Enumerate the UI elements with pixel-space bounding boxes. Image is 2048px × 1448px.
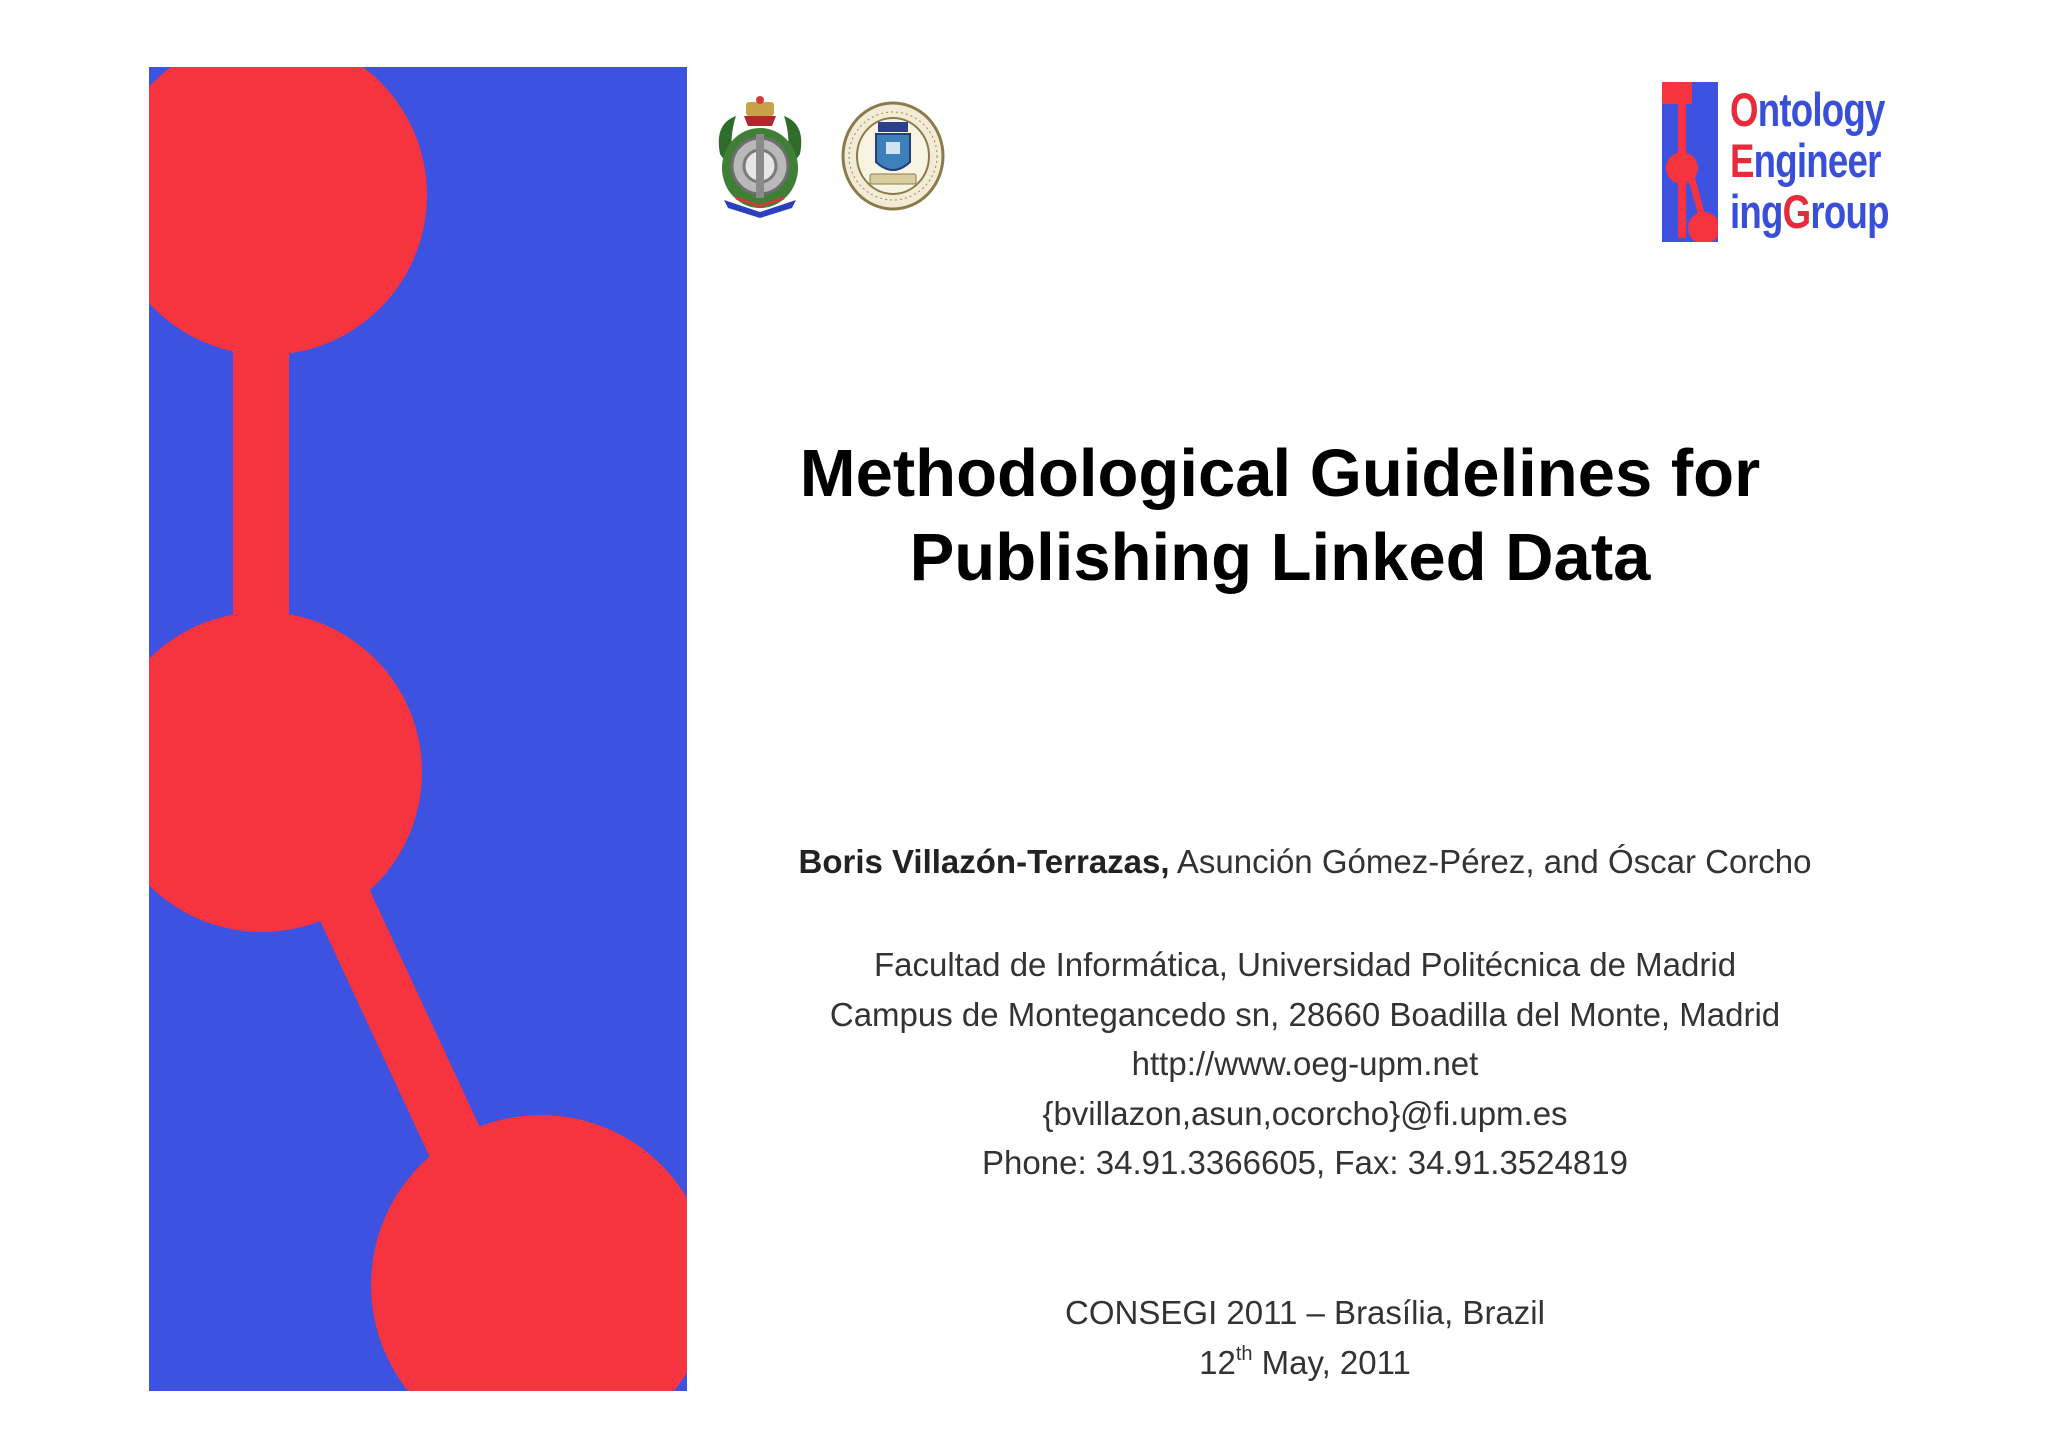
event-date: 12th May, 2011 [1199,1342,1411,1381]
author-list [740,840,1870,884]
website-link[interactable]: http://www.oeg-upm.net [1131,1045,1479,1082]
phone-fax-line: Phone: 34.91.3366605, Fax: 34.91.3524819 [982,1144,1628,1181]
co-authors: Asunción Gómez-Pérez, and Óscar Corcho [1169,843,1812,880]
address-line: Campus de Montegancedo sn, 28660 Boadilla del Monte, Madrid [829,995,1781,1033]
oeg-mark-icon [1662,82,1718,242]
title-line-2: Publishing Linked Data [909,520,1651,595]
event-name: CONSEGI 2011 – Brasília, Brazil [1065,1294,1545,1331]
university-seal-icon [840,100,946,212]
school-crest-icon [706,94,814,218]
lead-author: Boris Villazón-Terrazas, [798,843,1170,880]
ontology-engineering-group-logo [1662,82,1894,242]
oeg-line-2: Engineer [1730,134,1881,187]
email-line: {bvillazon,asun,ocorcho}@fi.upm.es [1042,1094,1568,1132]
title-line-1: Methodological Guidelines for [799,436,1761,511]
affiliation-block [740,940,1870,1188]
event-block [740,1288,1870,1387]
molecule-graphic [149,67,687,1391]
oeg-wordmark [1730,83,1889,238]
molecule-icon [149,67,687,1391]
slide-title [740,432,1820,600]
oeg-line-3: ingGroup [1730,185,1889,238]
faculty-line: Facultad de Informática, Universidad Politécnica de Madrid [873,946,1737,983]
oeg-line-1: Ontology [1730,83,1885,136]
